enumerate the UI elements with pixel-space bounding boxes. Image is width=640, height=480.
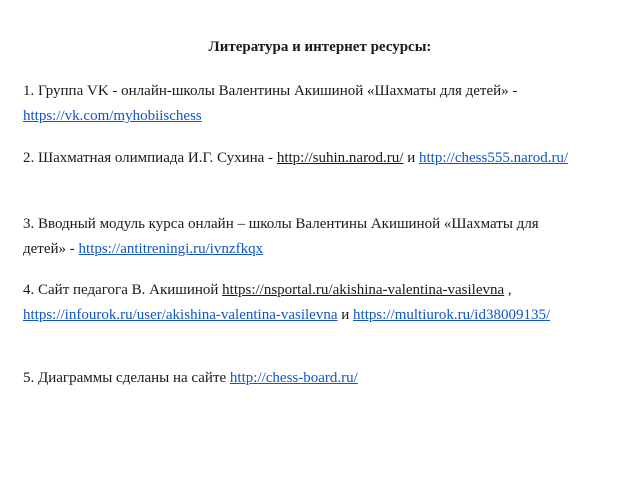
suhin-link[interactable]: http://suhin.narod.ru/ [276,150,404,166]
list-item-4 [23,278,623,328]
vk-group-link[interactable]: https://vk.com/myhobiischess [23,108,202,124]
infourok-link[interactable]: https://infourok.ru/user/akishina-valentina-vasilevna [23,307,338,323]
item-2-connector: и [403,150,420,166]
item-5-text: 5. Диаграммы сделаны на сайте [23,370,230,386]
item-1-text: 1. Группа VK - онлайн-школы Валентины Акишиной «Шахматы для детей» - [23,83,518,99]
nsportal-link[interactable]: https://nsportal.ru/akishina-valentina-vasilevna [222,282,505,298]
item-2-text: 2. Шахматная олимпиада И.Г. Сухина - [23,150,277,166]
list-item-2 [23,146,623,171]
multiurok-link[interactable]: https://multiurok.ru/id38009135/ [353,307,551,323]
list-item-1 [23,79,623,129]
item-4-connector: и [337,307,354,323]
list-item-5 [23,366,623,391]
item-4-text: 4. Сайт педагога В. Акишиной [23,282,223,298]
item-3-line-2: детей» - [23,241,79,257]
item-3-line-1: 3. Вводный модуль курса онлайн – школы Валентины Акишиной «Шахматы для [23,216,539,232]
antitreningi-link[interactable]: https://antitreningi.ru/ivnzfkqx [78,241,264,257]
chess-board-link[interactable]: http://chess-board.ru/ [229,370,358,386]
chess555-link[interactable]: http://chess555.narod.ru/ [419,150,569,166]
item-4-separator: , [504,282,512,298]
page-title: Литература и интернет ресурсы: [208,39,432,55]
list-item-3 [23,212,623,262]
